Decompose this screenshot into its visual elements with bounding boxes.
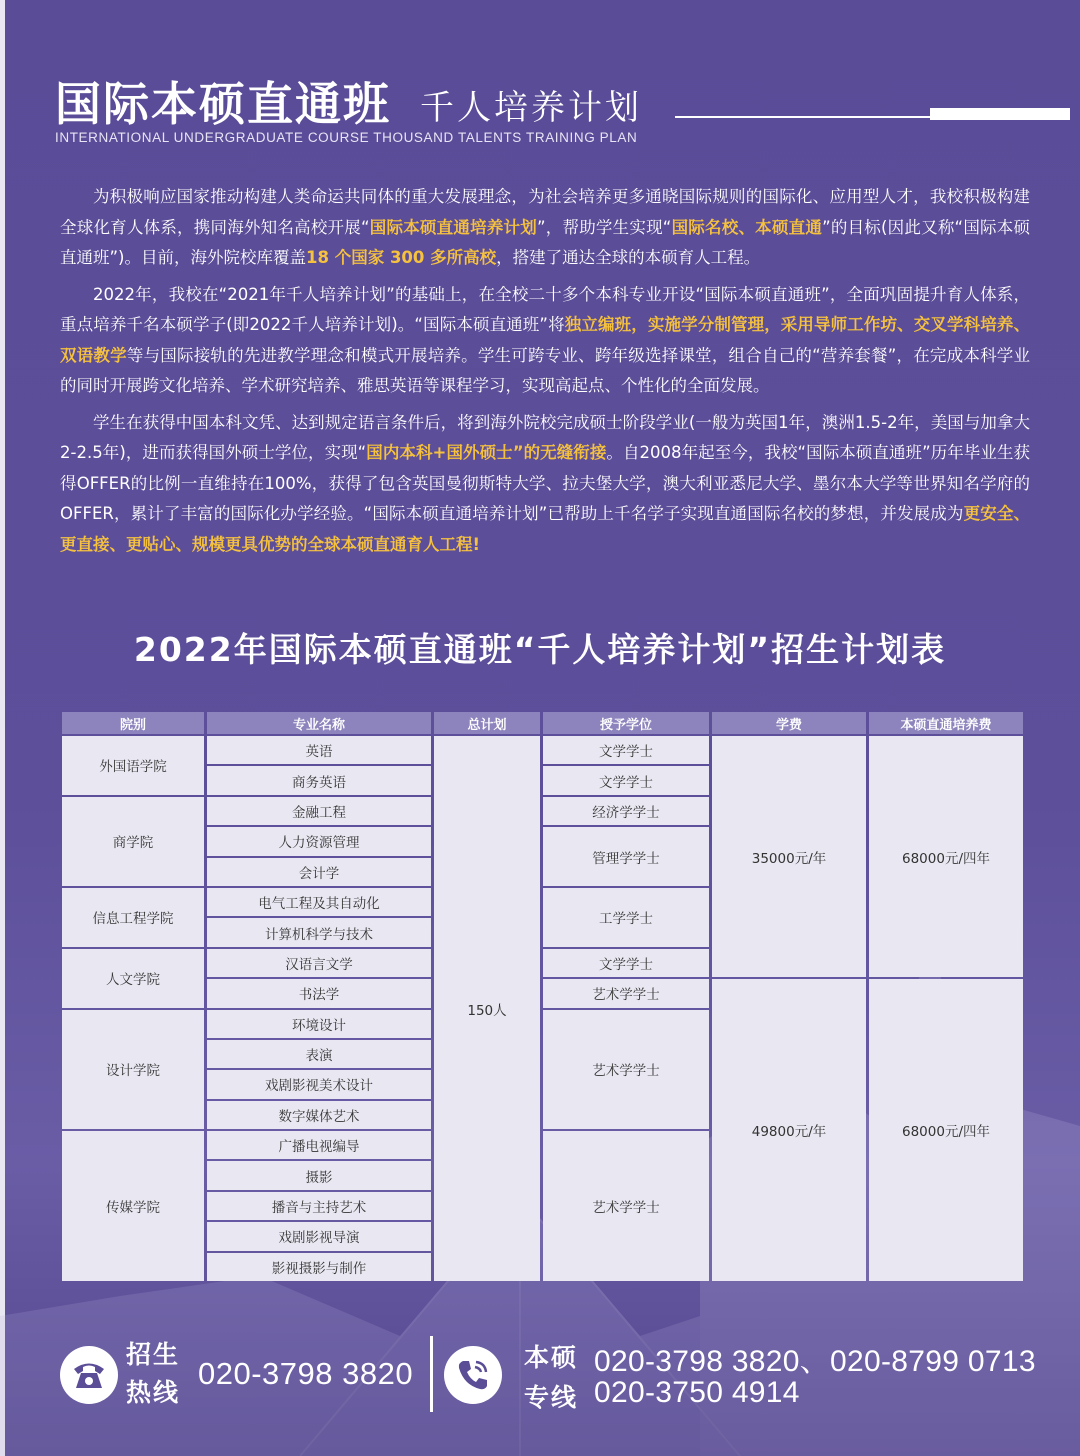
title-bar-accent [930,108,1070,120]
tuition-cell: 49800元/年 [712,979,866,1281]
major-cell: 电气工程及其自动化 [207,888,431,916]
body-text: ，搭建了通达全球的本硕育人工程。 [496,248,761,267]
degree-cell: 艺术学学士 [543,1131,709,1281]
major-cell: 摄影 [207,1161,431,1189]
highlight-text: 独立编班，实施学分制管理，采用导师工作坊、交叉学科培养、双语教学 [60,315,1031,365]
bs-line-label-2: 专线 [524,1383,579,1412]
major-cell: 播音与主持艺术 [207,1192,431,1220]
hotline-number[interactable]: 020-3798 3820 [198,1356,414,1391]
tuition-cell: 35000元/年 [712,736,866,977]
major-cell: 商务英语 [207,766,431,794]
major-cell: 戏剧影视导演 [207,1222,431,1250]
degree-cell: 管理学学士 [543,827,709,886]
highlight-text: 国际本硕直通培养计划 [369,217,537,237]
major-cell: 影视摄影与制作 [207,1253,431,1281]
degree-cell: 工学学士 [543,888,709,947]
college-cell: 传媒学院 [62,1131,204,1281]
college-cell: 外国语学院 [62,736,204,795]
major-cell: 人力资源管理 [207,827,431,855]
table-header-row [62,712,1023,734]
program-fee-cell: 68000元/四年 [869,979,1023,1281]
body-text: ”，帮助学生实现“ [536,217,672,237]
major-cell: 汉语言文学 [207,949,431,977]
header-major: 专业名称 [207,712,431,734]
english-title: INTERNATIONAL UNDERGRADUATE COURSE THOUSAND TALENTS TRAINING PLAN [55,130,638,145]
footer-contacts [0,1330,1080,1420]
degree-cell: 艺术学学士 [543,1010,709,1130]
major-cell: 英语 [207,736,431,764]
major-cell: 广播电视编导 [207,1131,431,1159]
body-text: 。自2008年起至今，我校“国际本硕直通班”历年毕业生获得OFFER的比例一直维持在100%，获得了包含英国曼彻斯特大学、拉夫堡大学，澳大利亚悉尼大学、墨尔本大学等世界知名学府的OFFER，累计了丰富的国际化办学经验。“国际本硕直通培养计划”已帮助上千名学子实现直通国际名校的梦想，并发展成为 [60,443,1031,523]
highlight-text: 国际名校、本硕直通 [671,217,823,237]
college-cell: 信息工程学院 [62,888,204,947]
degree-cell: 文学学士 [543,949,709,977]
header-college: 院别 [62,712,204,734]
header-total: 总计划 [434,712,540,734]
bs-line-number-2[interactable]: 020-3750 4914 [594,1376,800,1409]
intro-paragraph-3 [60,408,1030,561]
page-subtitle: 千人培养计划 [420,88,642,128]
header-tuition: 学费 [712,712,866,734]
degree-cell: 艺术学学士 [543,979,709,1007]
body-text: 等与国际接轨的先进教学理念和模式开展培养。学生可跨专业、跨年级选择课堂，组合自己的“营养套餐”，在完成本科学业的同时开展跨文化培养、学术研究培养、雅思英语等课程学习，实现高起点、个性化的全面发展。 [60,345,1030,395]
college-cell: 商学院 [62,797,204,886]
total-cell: 150人 [434,736,540,1281]
major-cell: 戏剧影视美术设计 [207,1070,431,1098]
body-text: ”的目标(因此又称“国际本硕直通班”)。目前，海外院校库覆盖 [60,217,1030,267]
degree-cell: 文学学士 [543,766,709,794]
handset-icon [444,1346,502,1404]
footer-divider [430,1336,433,1412]
table-row [62,736,1023,764]
header [55,68,1035,158]
hotline-label-1: 招生 [126,1340,181,1369]
major-cell: 环境设计 [207,1010,431,1038]
table-row [62,979,1023,1007]
enrollment-table [59,710,1026,1283]
highlight-text: 更安全、更直接、更贴心、规模更具优势的全球本硕直通育人工程! [60,504,1030,554]
degree-cell: 文学学士 [543,736,709,764]
body-text: 为积极响应国家推动构建人类命运共同体的重大发展理念，为社会培养更多通晓国际规则的国际化、应用型人才，我校积极构建全球化育人体系，携同海外知名高校开展“ [60,187,1030,237]
highlight-text: 18 个国家 300 多所高校 [306,248,497,267]
body-text: 2022年，我校在“2021年千人培养计划”的基础上，在全校二十多个本科专业开设“国际本硕直通班”，全面巩固提升育人体系，重点培养千名本硕学子(即2022千人培养计划)。“国际本硕直通班”将 [60,284,1030,334]
degree-cell: 经济学学士 [543,797,709,825]
body-text: 学生在获得中国本科文凭、达到规定语言条件后，将到海外院校完成硕士阶段学业(一般为英国1年，澳洲1.5-2年，美国与加拿大2-2.5年)，进而获得国外硕士学位，实现“ [60,412,1030,462]
bs-line-label-1: 本硕 [524,1343,579,1372]
intro-paragraph-1 [60,182,1030,274]
bs-line-number-1[interactable]: 020-3798 3820、020-8799 0713 [594,1345,1036,1378]
telephone-icon [60,1346,118,1404]
header-degree: 授予学位 [543,712,709,734]
college-cell: 人文学院 [62,949,204,1008]
hotline-label-2: 热线 [126,1378,181,1407]
table-title: 2022年国际本硕直通班“千人培养计划”招生计划表 [133,630,947,669]
header-program-fee: 本硕直通培养费 [869,712,1023,734]
major-cell: 金融工程 [207,797,431,825]
major-cell: 数字媒体艺术 [207,1101,431,1129]
major-cell: 表演 [207,1040,431,1068]
program-fee-cell: 68000元/四年 [869,736,1023,977]
intro-text [60,182,1030,566]
intro-paragraph-2 [60,280,1030,402]
major-cell: 会计学 [207,858,431,886]
major-cell: 书法学 [207,979,431,1007]
major-cell: 计算机科学与技术 [207,918,431,946]
college-cell: 设计学院 [62,1010,204,1130]
page-title: 国际本硕直通班 [55,77,391,131]
highlight-text: 国内本科+国外硕士”的无缝衔接 [366,443,607,462]
